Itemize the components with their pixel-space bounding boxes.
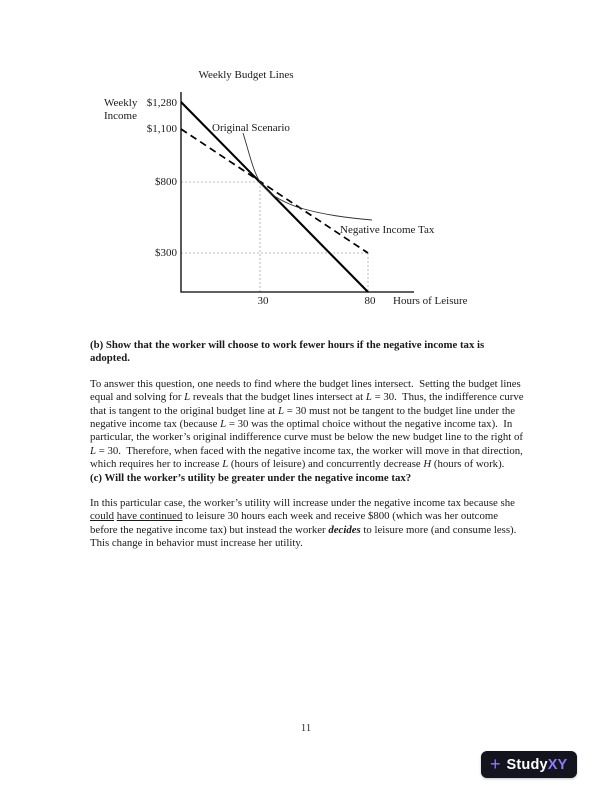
x-tick-30: 30 [257, 295, 269, 307]
answer-b-paragraph: To answer this question, one needs to find where the budget lines intersect. Setting the budget lines equal and solving for L reveals that the budget lines intersect at L = 30. Thus, the indifference curve that is tangent to the original budget line at L = 30 must not be tangent to the budget line under the negative income tax (because L = 30 was the optimal choice without the negative income tax). In particular, the worker’s original indifference curve must be below the new budget line to the right of L = 30. Therefore, when faced with the negative income tax, the worker will move in that direction, which requires her to increase L (hours of leisure) and concurrently decrease H (hours of work). [90, 377, 527, 471]
annotation-original-scenario: Original Scenario [212, 122, 290, 134]
y-tick-1280: $1,280 [146, 97, 177, 109]
plus-icon: + [490, 753, 501, 774]
page-number: 11 [300, 722, 312, 734]
x-tick-80: 80 [364, 295, 376, 307]
answer-c-paragraph: In this particular case, the worker’s utility will increase under the negative income tax because she could have continued to leisure 30 hours each week and receive $800 (which was her outcome before the negative income tax) but instead the worker decides to leisure more (and consume less). This change in behavior must increase her utility. [90, 497, 522, 550]
y-tick-800: $800 [155, 176, 177, 188]
x-axis-label: Hours of Leisure [393, 295, 468, 307]
brand-name-study: Study [506, 756, 548, 773]
y-tick-1100: $1,100 [146, 123, 177, 135]
chart-title: Weekly Budget Lines [198, 69, 294, 81]
question-c-heading: (c) Will the worker’s utility be greater under the negative income tax? [90, 471, 412, 484]
studyxy-logo-badge [481, 751, 577, 778]
answer-text-block [90, 339, 526, 551]
y-axis-label-line1: Weekly [104, 97, 138, 109]
y-axis-label-line2: Income [104, 110, 137, 122]
annotation-negative-income-tax: Negative Income Tax [340, 224, 435, 236]
question-b-heading: (b) Show that the worker will choose to work fewer hours if the negative income tax is adopted. [90, 339, 487, 365]
brand-name-xy: XY [547, 756, 568, 773]
indifference-curve [243, 133, 372, 220]
y-tick-300: $300 [155, 247, 177, 259]
